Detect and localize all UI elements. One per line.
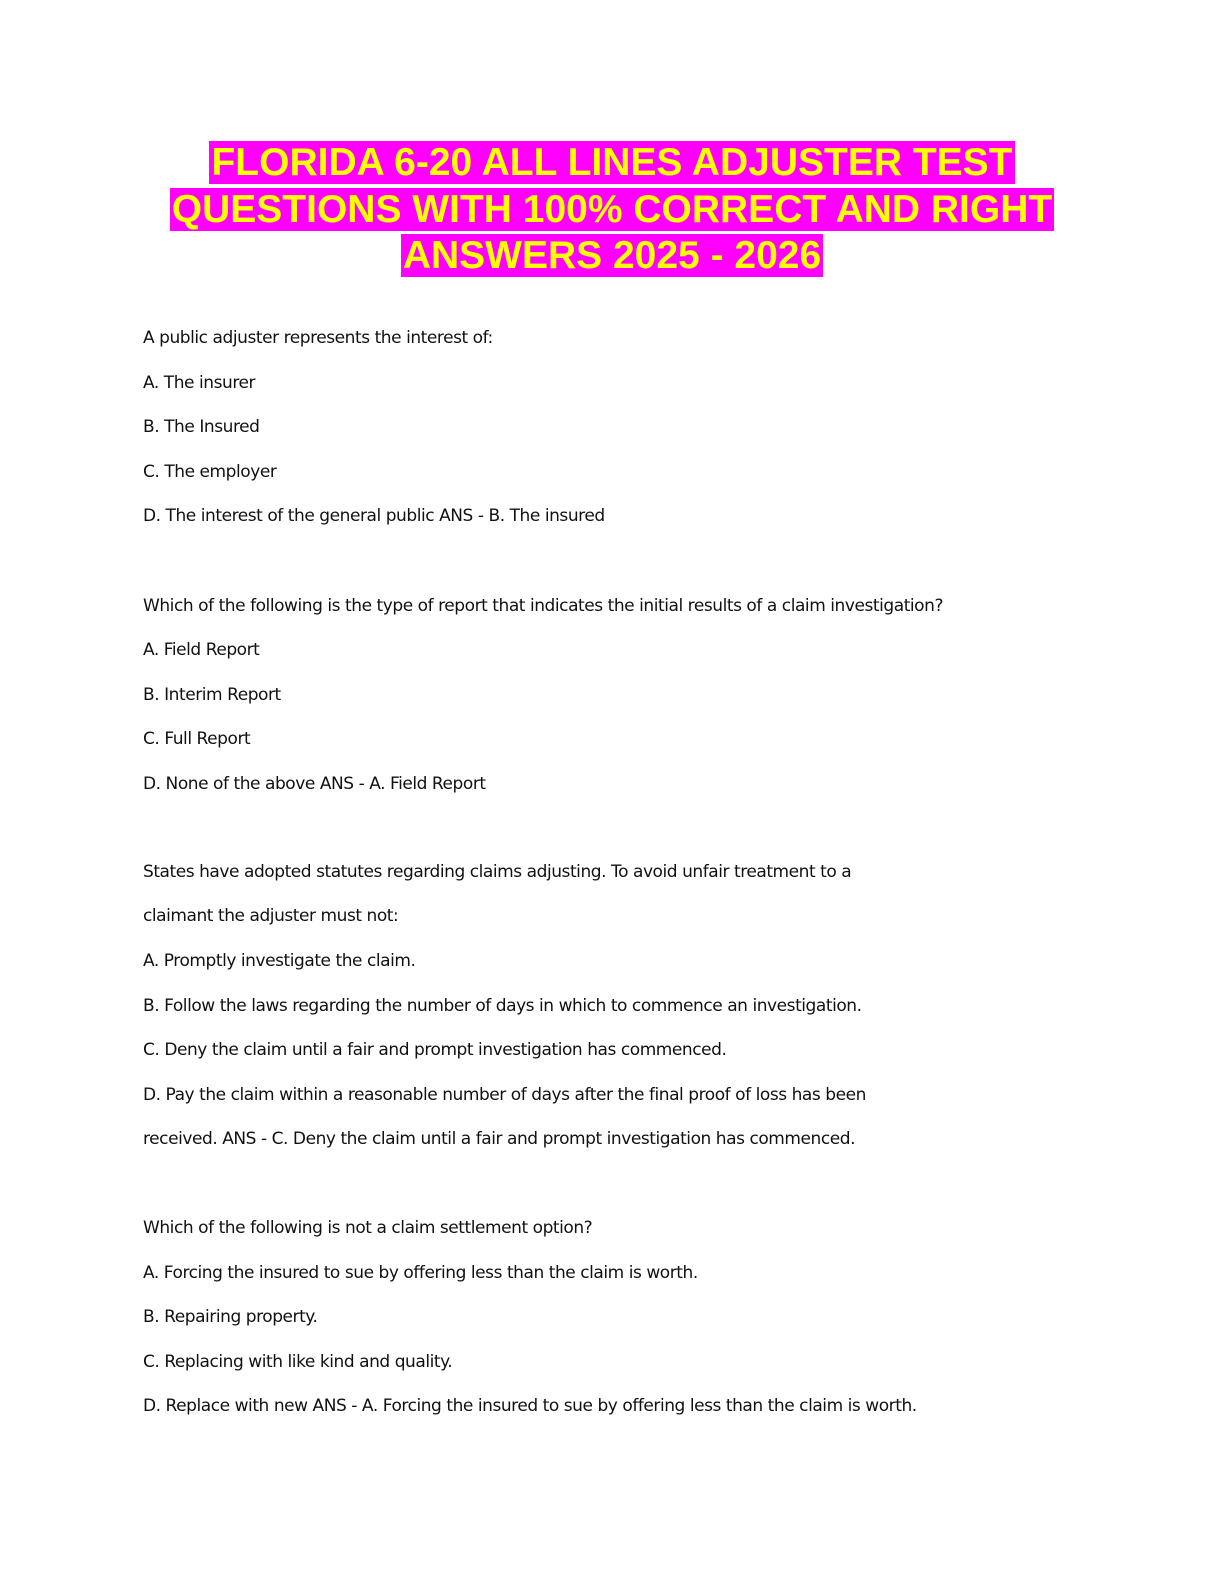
question-2-option-d-answer: D. None of the above ANS - A. Field Report xyxy=(143,774,486,794)
title-line-text: ANSWERS 2025 - 2026 xyxy=(402,234,822,277)
title-line xyxy=(0,140,1224,187)
document-title xyxy=(0,140,1224,280)
title-line-text: FLORIDA 6-20 ALL LINES ADJUSTER TEST xyxy=(211,141,1013,184)
question-3-option-d: D. Pay the claim within a reasonable number of days after the final proof of loss has been xyxy=(143,1085,866,1105)
question-1-option-d-answer: D. The interest of the general public ANS - B. The insured xyxy=(143,506,605,526)
question-4-text: Which of the following is not a claim settlement option? xyxy=(143,1218,593,1238)
question-3-text-continued: claimant the adjuster must not: xyxy=(143,906,399,926)
question-3-option-c: C. Deny the claim until a fair and prompt investigation has commenced. xyxy=(143,1040,727,1060)
title-line-text: QUESTIONS WITH 100% CORRECT AND RIGHT xyxy=(171,187,1053,231)
question-4-option-d-answer: D. Replace with new ANS - A. Forcing the insured to sue by offering less than the claim is worth. xyxy=(143,1396,917,1416)
question-4-option-c: C. Replacing with like kind and quality. xyxy=(143,1352,453,1372)
title-line xyxy=(0,233,1224,280)
question-3-answer: received. ANS - C. Deny the claim until a fair and prompt investigation has commenced. xyxy=(143,1129,856,1149)
question-4-option-b: B. Repairing property. xyxy=(143,1307,318,1327)
question-3-option-b: B. Follow the laws regarding the number of days in which to commence an investigation. xyxy=(143,996,862,1016)
question-1-option-b: B. The Insured xyxy=(143,417,260,437)
title-line xyxy=(0,187,1224,234)
question-4-option-a: A. Forcing the insured to sue by offering less than the claim is worth. xyxy=(143,1263,698,1283)
question-1-option-c: C. The employer xyxy=(143,462,277,482)
question-2-text: Which of the following is the type of report that indicates the initial results of a claim investigation? xyxy=(143,596,944,616)
question-3-text: States have adopted statutes regarding claims adjusting. To avoid unfair treatment to a xyxy=(143,862,852,882)
question-2-option-b: B. Interim Report xyxy=(143,685,281,705)
question-3-option-a: A. Promptly investigate the claim. xyxy=(143,951,416,971)
question-2-option-c: C. Full Report xyxy=(143,729,251,749)
question-1-text: A public adjuster represents the interest of: xyxy=(143,328,493,348)
question-1-option-a: A. The insurer xyxy=(143,373,256,393)
question-2-option-a: A. Field Report xyxy=(143,640,260,660)
